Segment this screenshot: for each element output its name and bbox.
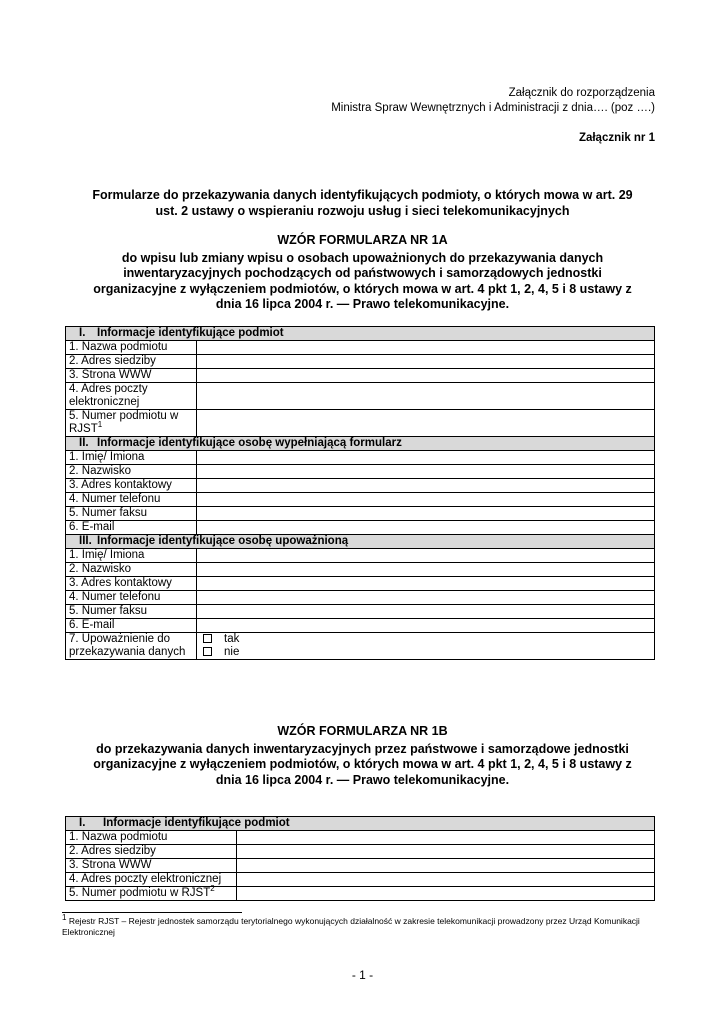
field-value[interactable]: [237, 873, 655, 887]
field-label: 3. Strona WWW: [66, 369, 197, 383]
form1b-sub2: organizacyjne z wyłączeniem podmiotów, o których mowa w art. 4 pkt 1, 2, 4, 5 i 8 ustawy z: [93, 757, 632, 771]
field-value[interactable]: [197, 341, 655, 355]
section-number: III.: [79, 535, 92, 547]
field-label: 3. Adres kontaktowy: [66, 577, 197, 591]
footnote-ref: 2: [210, 884, 215, 894]
field-value[interactable]: [197, 451, 655, 465]
section-title: Informacje identyfikujące osobę upoważnioną: [97, 535, 349, 547]
form1b-table: [65, 816, 655, 901]
section-number: II.: [79, 437, 89, 449]
option-no[interactable]: nie: [200, 646, 651, 659]
checkbox-icon[interactable]: [203, 647, 212, 656]
section-title: Informacje identyfikujące podmiot: [97, 327, 284, 339]
field-value[interactable]: [197, 619, 655, 633]
table-row: [66, 355, 655, 369]
table-row: [66, 845, 655, 859]
footnote-number: 1: [62, 913, 67, 923]
field-label: 6. E-mail: [66, 619, 197, 633]
option-yes[interactable]: tak: [200, 633, 651, 646]
field-value[interactable]: [197, 577, 655, 591]
table-row: [66, 369, 655, 383]
field-value[interactable]: [197, 605, 655, 619]
section-title: Informacje identyfikujące podmiot: [103, 817, 290, 829]
form1a-table: [65, 326, 655, 660]
field-value[interactable]: [197, 563, 655, 577]
field-label: 6. E-mail: [66, 521, 197, 535]
field-value[interactable]: [197, 355, 655, 369]
field-label: 5. Numer faksu: [66, 605, 197, 619]
annex-label: Załącznik nr 1: [578, 132, 655, 144]
table-row: [66, 383, 655, 410]
field-value[interactable]: [237, 859, 655, 873]
footnote-ref: 1: [97, 420, 103, 430]
form1a-sub2: inwentaryzacyjnych pochodzących od państwowych i samorządowych jednostki: [123, 266, 602, 280]
field-value[interactable]: [197, 521, 655, 535]
section-header: [66, 437, 655, 451]
field-label: 2. Nazwisko: [66, 563, 197, 577]
field-label: 1. Nazwa podmiotu: [66, 831, 237, 845]
table-row: [66, 521, 655, 535]
form1a-title: WZÓR FORMULARZA NR 1A: [277, 233, 448, 247]
field-label: 4. Numer telefonu: [66, 493, 197, 507]
field-label: 4. Adres poczty elektronicznej: [66, 873, 237, 887]
table-row: [66, 591, 655, 605]
field-value[interactable]: [197, 493, 655, 507]
table-row: [66, 410, 655, 437]
field-label: 5. Numer podmiotu w RJST$^2$: [66, 887, 237, 901]
field-value[interactable]: [197, 591, 655, 605]
table-row: [66, 341, 655, 355]
field-label: 1. Imię/ Imiona: [66, 451, 197, 465]
section-header: [66, 817, 655, 831]
field-value[interactable]: [197, 383, 655, 410]
field-label: 4. Adres poczty elektronicznej: [66, 383, 197, 410]
header-block: [331, 86, 655, 146]
field-value[interactable]: [237, 887, 655, 901]
field-label: 4. Numer telefonu: [66, 591, 197, 605]
section-header: [66, 535, 655, 549]
field-value[interactable]: [237, 831, 655, 845]
form1b-title: WZÓR FORMULARZA NR 1B: [277, 724, 448, 738]
intro-line1: Formularze do przekazywania danych identyfikujących podmioty, o których mowa w art. 29: [92, 188, 633, 202]
table-row: [66, 605, 655, 619]
field-value[interactable]: [197, 465, 655, 479]
table-row: [66, 887, 655, 901]
table-row: [66, 859, 655, 873]
form1a-sub4: dnia 16 lipca 2004 r. — Prawo telekomunikacyjne.: [215, 297, 510, 311]
field-label: 1. Imię/ Imiona: [66, 549, 197, 563]
header-line1: Załącznik do rozporządzenia: [508, 87, 655, 99]
field-label: 2. Adres siedziby: [66, 845, 237, 859]
table-row: [66, 479, 655, 493]
footnote: [62, 913, 662, 938]
table-row: [66, 619, 655, 633]
field-value[interactable]: [197, 479, 655, 493]
table-row: [66, 549, 655, 563]
table-row: [66, 465, 655, 479]
header-line2: Ministra Spraw Wewnętrznych i Administracji z dnia…. (poz ….): [331, 102, 655, 114]
form1b-heading: [60, 724, 665, 788]
form1b-sub1: do przekazywania danych inwentaryzacyjnych przez państwowe i samorządowe jednostki: [96, 741, 629, 756]
page-number: - 1 -: [351, 968, 374, 982]
authorization-options: [197, 633, 655, 660]
checkbox-icon[interactable]: [203, 634, 212, 643]
section-number: I.: [79, 327, 86, 339]
field-label: 3. Strona WWW: [66, 859, 237, 873]
field-label: 2. Nazwisko: [66, 465, 197, 479]
form1a-sub3: organizacyjne z wyłączeniem podmiotów, o których mowa w art. 4 pkt 1, 2, 4, 5 i 8 ustawy z: [93, 281, 632, 296]
table-row: [66, 563, 655, 577]
form1b-sub3: dnia 16 lipca 2004 r. — Prawo telekomunikacyjne.: [215, 772, 510, 787]
footnote-divider: [62, 912, 242, 913]
table-row: [66, 507, 655, 521]
table-row: [66, 633, 655, 660]
form1a-heading: [60, 233, 665, 313]
field-label: 1. Nazwa podmiotu: [66, 341, 197, 355]
field-label: 5. Numer podmiotu w RJST$^1$: [66, 410, 197, 437]
field-value[interactable]: [197, 507, 655, 521]
field-value[interactable]: [197, 549, 655, 563]
footnote-text: Rejestr RJST – Rejestr jednostek samorządu terytorialnego wykonujących działalność w zakresie telekomunikacji prowadzony przez Urząd Komunikacji Elektronicznej: [62, 916, 640, 937]
section-header: [66, 327, 655, 341]
field-value[interactable]: [197, 410, 655, 437]
field-label: 7. Upoważnienie do przekazywania danych: [66, 633, 197, 660]
field-label: 2. Adres siedziby: [66, 355, 197, 369]
intro-title: [60, 188, 665, 219]
field-value[interactable]: [237, 845, 655, 859]
section-title: Informacje identyfikujące osobę wypełniającą formularz: [97, 437, 402, 449]
field-value[interactable]: [197, 369, 655, 383]
table-row: [66, 451, 655, 465]
form1a-sub1: do wpisu lub zmiany wpisu o osobach upoważnionych do przekazywania danych: [121, 250, 604, 265]
section-number: I.: [79, 817, 86, 829]
field-label: 3. Adres kontaktowy: [66, 479, 197, 493]
table-row: [66, 577, 655, 591]
intro-line2: ust. 2 ustawy o wspieraniu rozwoju usług i sieci telekomunikacyjnych: [155, 203, 570, 218]
field-label: 5. Numer faksu: [66, 507, 197, 521]
table-row: [66, 831, 655, 845]
table-row: [66, 873, 655, 887]
table-row: [66, 493, 655, 507]
